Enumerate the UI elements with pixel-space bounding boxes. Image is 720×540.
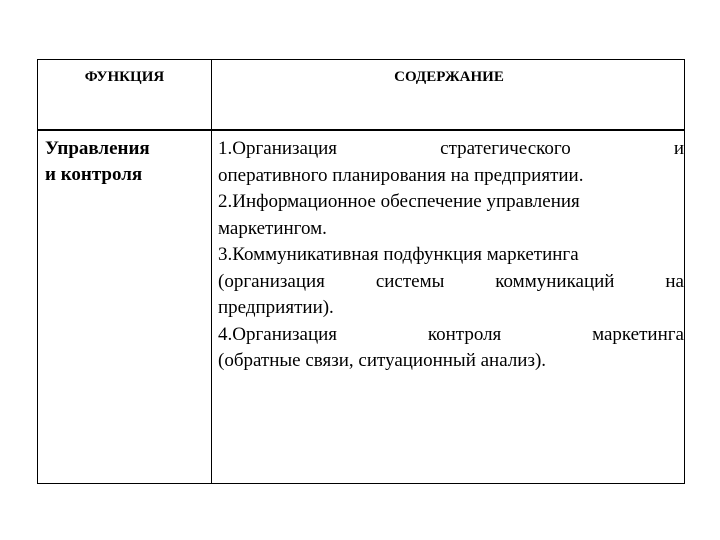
function-line-1: Управления (45, 138, 150, 159)
header-function: ФУНКЦИЯ (84, 69, 165, 85)
item3-word-2: системы (375, 270, 445, 292)
item1-word-1: 1.Организация (218, 138, 338, 159)
item1-word-3: и (673, 138, 684, 159)
item3-word-1: (организация (218, 270, 325, 292)
item3-word-3: коммуникаций (495, 270, 615, 292)
function-cell (45, 136, 205, 188)
item2-line1: 2.Информационное обеспечение управления (218, 191, 580, 212)
function-line-2: и контроля (45, 164, 143, 185)
item4-word-1: 4.Организация (218, 323, 338, 345)
item1-line1 (218, 136, 684, 163)
item3-line3: предприятии). (218, 297, 334, 318)
item4-line2: (обратные связи, ситуационный анализ). (218, 350, 547, 371)
item3-line2 (218, 269, 684, 296)
item3-word-4: на (665, 270, 684, 292)
content-cell (218, 136, 684, 375)
column-divider (211, 60, 212, 483)
item1-line2: оперативного планирования на предприятии. (218, 164, 584, 186)
header-content: СОДЕРЖАНИЕ (394, 69, 504, 85)
item4-word-2: контроля (427, 323, 502, 345)
item4-word-3: маркетинга (592, 323, 684, 345)
header-divider (38, 129, 684, 131)
item2-line2: маркетингом. (218, 217, 327, 239)
item4-line1 (218, 322, 684, 349)
item1-word-2: стратегического (440, 138, 571, 159)
item3-line1: 3.Коммуникативная подфункция маркетинга (218, 244, 579, 265)
functions-table (37, 59, 685, 484)
